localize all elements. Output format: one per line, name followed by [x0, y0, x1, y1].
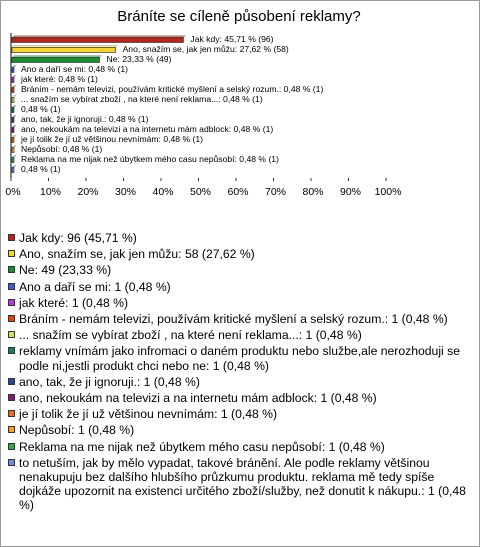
bar-label: je jí tolik že jí už většinou nevnímám: 0,48 % (1) — [21, 134, 203, 144]
x-tick-label: 90% — [339, 186, 362, 198]
legend-label: to netuším, jak by mělo vypadat, takové bránění. Ale podle reklamy většinou nenakupuju bez dalšího hlubšího průzkumu produktu. reklama mě tedy spíše dojkáže upozornit na existenci určitého zboží/služby, než donutit k nákupu.: 1 (0,48 %) — [19, 455, 466, 513]
legend-item — [8, 375, 470, 389]
bar-label: jak které: 0,48 % (1) — [21, 74, 98, 84]
legend-item — [8, 263, 470, 277]
x-tick-label: 60% — [227, 186, 249, 198]
legend-label: Ne: 49 (23,33 %) — [19, 263, 112, 278]
x-tick-label: 40% — [152, 186, 174, 198]
bar — [12, 128, 14, 133]
bar — [12, 58, 99, 63]
x-tick-label: 20% — [77, 186, 99, 198]
bar-label: 0,48 % (1) — [21, 104, 61, 114]
legend-item — [8, 296, 470, 310]
bar-top-face — [12, 146, 16, 148]
legend-swatch — [8, 234, 15, 241]
bar — [12, 48, 116, 53]
legend-swatch — [8, 331, 15, 338]
legend-item — [8, 328, 470, 342]
x-tick-label: 0% — [5, 186, 21, 198]
legend-label: reklamy vnímám jako infromaci o daném produktu nebo službe,ale nerozhoduji se podle ni,jestli produkt chci nebo ne: 1 (0,48 %) — [19, 344, 461, 373]
bar — [12, 168, 14, 173]
legend-label: Ano a daří se mi: 1 (0,48 %) — [19, 279, 171, 294]
legend-swatch — [8, 266, 15, 273]
legend-item — [8, 280, 470, 294]
bar-top-face — [12, 136, 16, 138]
bar-label: ano, nekoukám na televizi a na internetu mám adblock: 0,48 % (1) — [21, 124, 274, 134]
legend-item — [8, 407, 470, 421]
legend-swatch — [8, 299, 15, 306]
bar-top-face — [12, 96, 16, 98]
bar-top-face — [12, 106, 16, 108]
bar-label: Nepůsobí: 0,48 % (1) — [21, 144, 103, 154]
x-tick-label: 10% — [39, 186, 62, 198]
legend-label: Bráním - nemám televizi, používám kritické myšlení a selský rozum.: 1 (0,48 %) — [19, 312, 448, 327]
chart-title: Bráníte se cíleně působení reklamy? — [117, 8, 361, 25]
legend-label: ano, tak, že ji ignoruji.: 1 (0,48 %) — [19, 374, 200, 389]
bar-top-face — [12, 86, 16, 88]
legend-item — [8, 423, 470, 437]
legend-swatch — [8, 283, 15, 290]
legend-item — [8, 456, 470, 513]
legend-swatch — [8, 426, 15, 433]
bar — [12, 108, 14, 113]
bar — [12, 68, 14, 73]
bar — [12, 78, 14, 83]
bar — [12, 38, 183, 43]
legend-swatch — [8, 378, 15, 385]
legend-label: Ano, snažím se, jak jen můžu: 58 (27,62 %) — [19, 247, 255, 262]
legend-item — [8, 312, 470, 326]
x-tick-label: 30% — [114, 186, 137, 198]
legend-swatch — [8, 459, 15, 466]
legend-item — [8, 391, 470, 405]
bar — [12, 118, 14, 123]
bar-label: ... snažím se vybírat zboží , na které není reklama...: 0,48 % (1) — [21, 94, 263, 104]
legend-item — [8, 344, 470, 372]
legend-swatch — [8, 410, 15, 417]
x-tick-label: 80% — [302, 186, 324, 198]
bar-plot — [0, 0, 480, 230]
bar-top-face — [12, 166, 16, 168]
bar — [12, 138, 14, 143]
legend-label: Jak kdy: 96 (45,71 %) — [19, 231, 137, 245]
legend-swatch — [8, 443, 15, 450]
legend-swatch — [8, 347, 15, 354]
bar — [12, 148, 14, 153]
x-tick-label: 70% — [264, 186, 287, 198]
legend-swatch — [8, 315, 15, 322]
bar-label: Reklama na me nijak než úbytkem mého casu nepůsobí: 0,48 % (1) — [21, 154, 279, 164]
bar-label: Ano, snažím se, jak jen můžu: 27,62 % (58) — [122, 44, 289, 54]
legend-swatch — [8, 250, 15, 257]
legend-label: ... snažím se vybírat zboží , na které není reklama...: 1 (0,48 %) — [19, 328, 362, 343]
legend-swatch — [8, 394, 15, 401]
bar — [12, 98, 14, 103]
legend-item — [8, 247, 470, 261]
bar-top-face — [12, 66, 16, 68]
bar-label: ano, tak, že ji ignoruji.: 0,48 % (1) — [21, 114, 149, 124]
bar-top-face — [12, 76, 16, 78]
bar-label: Ne: 23,33 % (49) — [106, 54, 172, 64]
bar-top-face — [12, 116, 16, 118]
bar-label: Ano a daří se mi: 0,48 % (1) — [21, 64, 128, 74]
bar-label: Jak kdy: 45,71 % (96) — [190, 34, 274, 44]
legend-label: jak které: 1 (0,48 %) — [19, 295, 129, 310]
legend-item — [8, 231, 470, 245]
legend-label: ano, nekoukám na televizi a na internetu mám adblock: 1 (0,48 %) — [19, 391, 377, 406]
bar — [12, 158, 14, 163]
legend-label: Nepůsobí: 1 (0,48 %) — [19, 423, 135, 438]
legend-label: je jí tolik že jí už většinou nevnímám: 1 (0,48 %) — [19, 407, 278, 422]
chart-legend — [8, 231, 470, 515]
bar-top-face — [12, 156, 16, 158]
x-tick-label: 100% — [374, 186, 402, 198]
bar-label: 0,48 % (1) — [21, 164, 61, 174]
x-tick-label: 50% — [189, 186, 212, 198]
legend-label: Reklama na me nijak než úbytkem mého casu nepůsobí: 1 (0,48 %) — [19, 439, 385, 454]
bar-label: Bráním - nemám televizi, používám kritické myšlení a selský rozum.: 0,48 % (1) — [21, 84, 324, 94]
bar-top-face — [12, 126, 16, 128]
bar — [12, 88, 14, 93]
legend-item — [8, 440, 470, 454]
